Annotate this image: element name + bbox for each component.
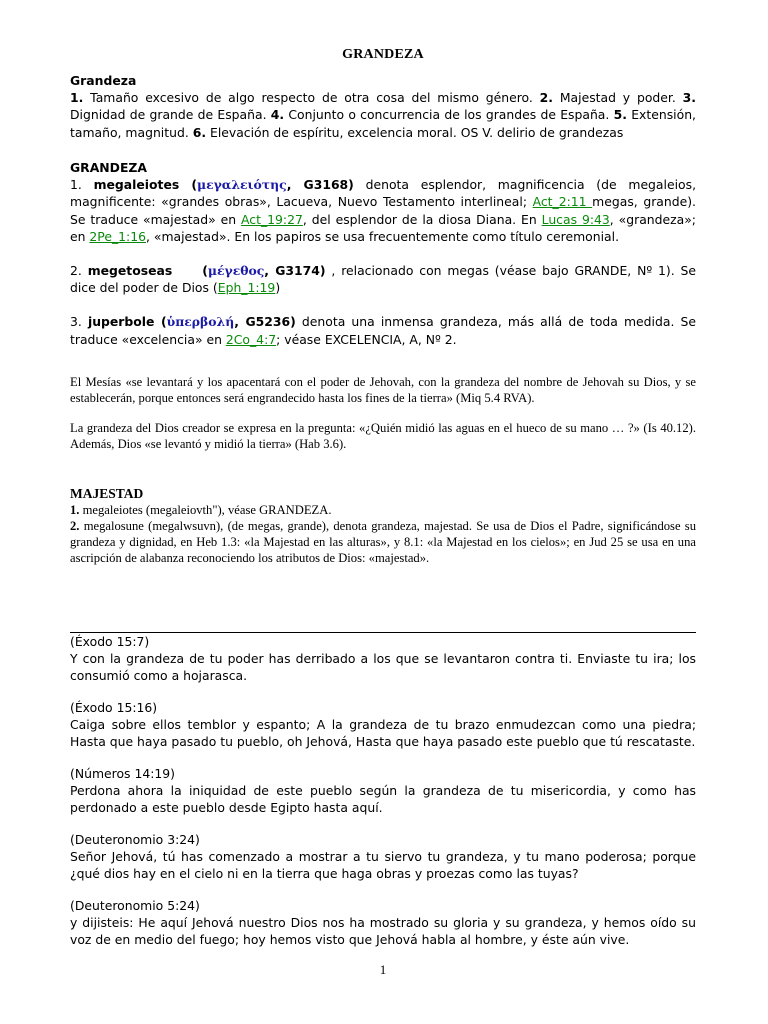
entry-word: megaleiotes ( [93, 177, 198, 193]
def-text-2: Majestad y poder. [553, 90, 683, 106]
verse-text: Señor Jehová, tú has comenzado a mostrar a tu siervo tu grandeza, y tu mano poderosa; porque ¿qué dios hay en el cielo ni en la tierra que haga obras y proezas como las tuyas? [70, 849, 696, 881]
entry-text: megalosune (megalwsuvn), (de megas, grande), denota grandeza, majestad. Se usa de Dios el Padre, significándose su grandeza y dignidad, en Heb 1.3: «la Majestad en las alturas», y 8.1: «la Majestad en los cielos»; en Jud 25 se usa en una ascripción de alabanza reconociendo los atributos de Dios: «majestad». [70, 519, 696, 565]
def-number-3: 3. [682, 90, 696, 106]
entry-text: , «grandeza»; en [70, 211, 696, 244]
entry-word: megetoseas [87, 263, 173, 279]
def-text-1: Tamaño excesivo de algo respecto de otra cosa del mismo género. [83, 90, 540, 106]
verse-reference: (Éxodo 15:7) [70, 634, 150, 649]
def-text-4: Conjunto o concurrencia de los grandes de España. [284, 107, 614, 123]
ref-link-act-19-27[interactable]: Act_19:27 [241, 211, 303, 227]
definition-paragraph [70, 89, 696, 141]
strong-code: , G5236) [234, 314, 296, 330]
verse-reference: (Deuteronomio 5:24) [70, 898, 200, 913]
verse-text: Caiga sobre ellos temblor y espanto; A la grandeza de tu brazo enmudezcan como una piedra; Hasta que haya pasado tu pueblo, oh Jehová, Hasta que haya pasado este pueblo que tú rescataste. [70, 717, 696, 749]
section-heading-lexicon: GRANDEZA [70, 160, 147, 175]
ref-link-lucas-9-43[interactable]: Lucas 9:43 [541, 211, 610, 227]
entry-text: ) [275, 280, 281, 296]
def-text-3: Dignidad de grande de España. [70, 107, 271, 123]
verse-block [70, 633, 696, 684]
verse-reference: (Deuteronomio 3:24) [70, 832, 200, 847]
greek-word: ὑπερβολή [166, 314, 235, 330]
greek-word: μέγεθος [207, 263, 265, 279]
ref-link-act-2-11[interactable]: Act_2:11 [532, 194, 593, 210]
verse-block [70, 831, 696, 882]
entry-text: megaleiotes (megaleiovth"), véase GRANDEZA. [79, 503, 332, 517]
entry-text: megas, grande). Se traduce «majestad» en [70, 194, 696, 227]
entry-number: 1. [70, 177, 94, 193]
def-text-5: Extensión, tamaño, magnitud. [70, 107, 696, 140]
verse-text: Y con la grandeza de tu poder has derribado a los que se levantaron contra ti. Enviaste tu ira; los consumió como a hojarasca. [70, 651, 696, 683]
entry-word: juperbole ( [87, 314, 167, 330]
lexicon-section-grandeza [70, 159, 696, 348]
commentary-paragraph-2: La grandeza del Dios creador se expresa en la pregunta: «¿Quién midió las aguas en el hueco de su mano … ?» (Is 40.12). Además, Dios «se levantó y midió la tierra» (Hab 3.6). [70, 421, 696, 451]
verse-block [70, 699, 696, 750]
majestad-entry-1 [70, 502, 696, 518]
majestad-section [70, 486, 696, 566]
verse-text: y dijisteis: He aquí Jehová nuestro Dios nos ha mostrado su gloria y su grandeza, y hemos oído su voz de en medio del fuego; hoy hemos visto que Jehová habla al hombre, y éste aún vive. [70, 915, 696, 947]
def-number-6: 6. [192, 124, 207, 140]
def-number-2: 2. [539, 90, 554, 106]
section-heading-grandeza: Grandeza [70, 73, 137, 88]
entry-text: , del esplendor de la diosa Diana. En [302, 211, 542, 227]
ref-link-2pe-1-16[interactable]: 2Pe_1:16 [89, 228, 146, 244]
page-number: 1 [379, 962, 387, 977]
greek-word: μεγαλειότης [197, 177, 287, 193]
entry-text: denota esplendor, magnificencia (de megaleios, magnificente: «grandes obras», Lacueva, Nuevo Testamento interlineal; [70, 177, 697, 210]
lexicon-entry-2 [70, 262, 696, 296]
lexicon-entry-3 [70, 313, 696, 347]
ref-link-eph-1-19[interactable]: Eph_1:19 [217, 280, 276, 296]
def-number-1: 1. [70, 90, 84, 106]
ref-link-2co-4-7[interactable]: 2Co_4:7 [225, 331, 277, 347]
entry-number: 3. [70, 314, 88, 330]
entry-number: 2. [70, 519, 80, 533]
verse-reference: (Éxodo 15:16) [70, 700, 158, 715]
verse-text: Perdona ahora la iniquidad de este pueblo según la grandeza de tu misericordia, y como has perdonado a este pueblo desde Egipto hasta aquí. [70, 783, 696, 815]
lexicon-entry-1 [70, 176, 696, 245]
entry-number: 1. [70, 503, 80, 517]
def-text-6: Elevación de espíritu, excelencia moral. OS V. delirio de grandezas [206, 124, 624, 140]
def-number-4: 4. [270, 107, 285, 123]
entry-text: , relacionado con megas (véase bajo GRANDE, Nº 1). Se dice del poder de Dios ( [70, 263, 697, 296]
commentary-paragraph-1: El Mesías «se levantará y los apacentará con el poder de Jehovah, con la grandeza del nombre de Jehovah su Dios, y se establecerán, porque entonces será engrandecido hasta los fines de la tierra» (Miq 5.4 RVA). [70, 375, 696, 405]
section-heading-majestad: MAJESTAD [70, 486, 144, 501]
verse-reference: (Números 14:19) [70, 766, 175, 781]
entry-text: ; véase EXCELENCIA, A, Nº 2. [276, 331, 457, 347]
definition-section-grandeza [70, 72, 696, 141]
entry-paren: ( [202, 263, 208, 279]
verse-block [70, 897, 696, 948]
strong-code: , G3168) [286, 177, 354, 193]
majestad-entry-2 [70, 518, 696, 566]
page-title: GRANDEZA [342, 47, 424, 62]
entry-text: , «majestad». En los papiros se usa frecuentemente como título ceremonial. [145, 228, 620, 244]
def-number-5: 5. [613, 107, 627, 123]
verse-block [70, 765, 696, 816]
strong-code: , G3174) [264, 263, 326, 279]
commentary-section [70, 374, 696, 452]
entry-number: 2. [70, 263, 88, 279]
entry-text: denota una inmensa grandeza, más allá de toda medida. Se traduce «excelencia» en [70, 314, 696, 347]
